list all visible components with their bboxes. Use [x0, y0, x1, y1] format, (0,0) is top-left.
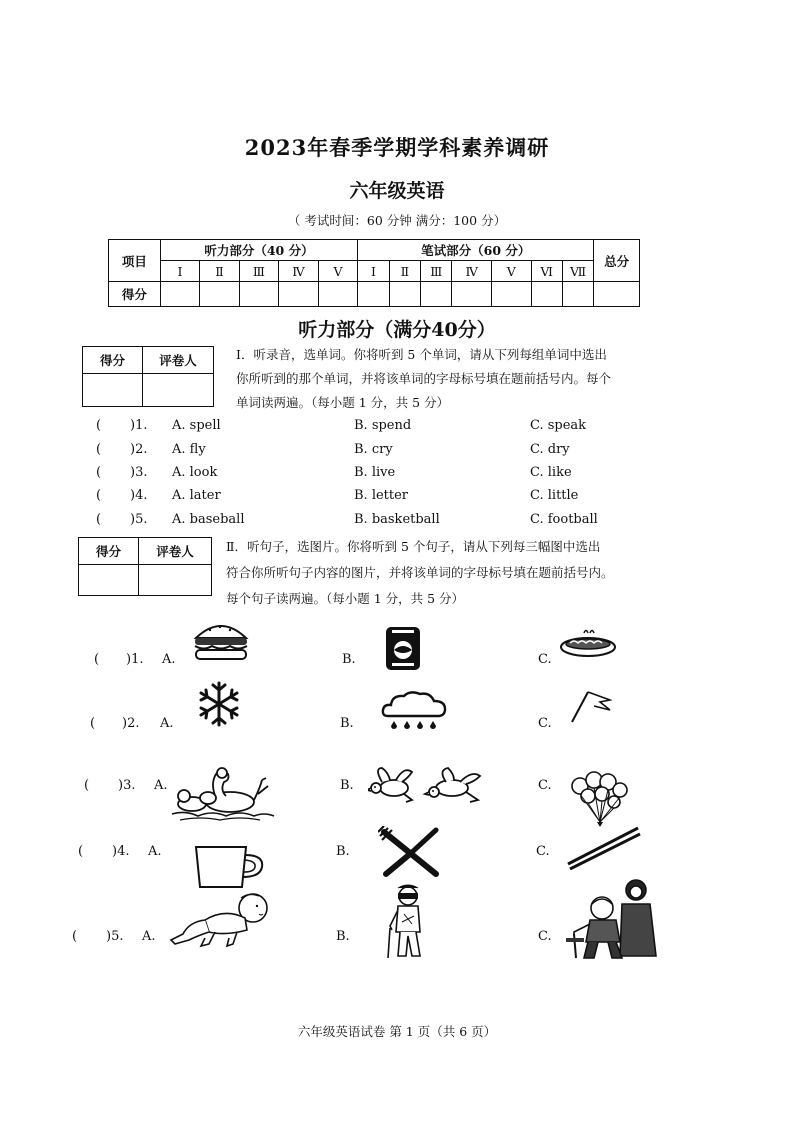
wind-flag-icon — [570, 688, 612, 724]
score-cell[interactable] — [562, 282, 593, 307]
question-number: )5. — [106, 929, 124, 944]
geese-swimming-icon — [170, 764, 276, 822]
option-b: B. — [340, 778, 354, 793]
score-cell[interactable] — [358, 282, 389, 307]
part2-line2: 符合你所听句子内容的图片，并将该单词的字母标号填在题前括号内。 — [226, 565, 614, 580]
option-b: B. spend — [354, 418, 412, 433]
part1-line2: 你所听到的那个单词，并将该单词的字母标号填在题前括号内。每个 — [236, 371, 612, 386]
question-number: )1. — [126, 652, 144, 667]
option-c: C. — [538, 652, 552, 667]
question-number: )2. — [130, 442, 148, 457]
answer-paren-left[interactable]: ( — [78, 844, 84, 859]
option-b: B. — [342, 652, 356, 667]
listening-col: Ⅰ — [160, 261, 200, 282]
answer-paren-left[interactable]: ( — [96, 418, 102, 433]
writing-header: 笔试部分（60 分） — [358, 240, 594, 261]
answer-paren-left[interactable]: ( — [96, 488, 102, 503]
question-number: )4. — [130, 488, 148, 503]
option-a: A. look — [172, 465, 218, 480]
option-c: C. — [538, 929, 552, 944]
part2-line3: 每个句子读两遍。（每小题 1 分，共 5 分） — [226, 591, 465, 606]
fork-and-knife-icon — [378, 826, 442, 878]
grader-reviewer-label: 评卷人 — [138, 538, 211, 565]
cup-icon — [192, 843, 266, 889]
grader-score-label: 得分 — [83, 347, 143, 374]
score-cell[interactable] — [531, 282, 562, 307]
writing-col: Ⅳ — [452, 261, 492, 282]
score-cell[interactable] — [594, 282, 640, 307]
answer-paren-left[interactable]: ( — [84, 778, 90, 793]
option-c: C. like — [530, 465, 572, 480]
option-a: A. fly — [172, 442, 206, 457]
answer-paren-left[interactable]: ( — [94, 652, 100, 667]
grader-box-1 — [82, 346, 214, 407]
exam-subtitle: 六年级英语 — [349, 180, 445, 202]
writing-col: Ⅶ — [562, 261, 593, 282]
crawling-baby-icon — [165, 890, 277, 948]
writing-col: Ⅱ — [389, 261, 420, 282]
option-a: A. spell — [172, 418, 221, 433]
writing-col: Ⅴ — [491, 261, 531, 282]
option-c: C. speak — [530, 418, 587, 433]
option-b: B. — [340, 716, 354, 731]
option-b: B. basketball — [354, 512, 440, 527]
part1-line3: 单词读两遍。（每小题 1 分，共 5 分） — [236, 395, 450, 410]
option-b: B. live — [354, 465, 396, 480]
option-a: A. — [154, 778, 168, 793]
answer-paren-left[interactable]: ( — [72, 929, 78, 944]
rain-cloud-icon — [380, 690, 450, 732]
answer-paren-left[interactable]: ( — [96, 465, 102, 480]
question-number: )3. — [118, 778, 136, 793]
grader-score-cell[interactable] — [83, 374, 143, 407]
score-row-label: 得分 — [109, 282, 161, 307]
score-cell[interactable] — [239, 282, 279, 307]
option-c: C. dry — [530, 442, 570, 457]
score-cell[interactable] — [318, 282, 358, 307]
option-a: A. baseball — [172, 512, 245, 527]
option-a: A. later — [172, 488, 221, 503]
blind-man-icon — [384, 884, 436, 960]
score-cell[interactable] — [200, 282, 240, 307]
option-c: C. — [538, 716, 552, 731]
option-b: B. — [336, 844, 350, 859]
writing-col: Ⅲ — [421, 261, 452, 282]
question-number: )1. — [130, 418, 148, 433]
score-cell[interactable] — [279, 282, 319, 307]
option-a: A. — [148, 844, 162, 859]
part1-line1: Ⅰ．听录音，选单词。你将听到 5 个单词，请从下列每组单词中选出 — [236, 347, 607, 362]
option-b: B. letter — [354, 488, 409, 503]
grader-reviewer-cell[interactable] — [142, 374, 213, 407]
exam-time-info: （ 考试时间：60 分钟 满分：100 分） — [287, 213, 507, 228]
writing-col: Ⅵ — [531, 261, 562, 282]
exam-title: 2023年春季学期学科素养调研 — [244, 135, 550, 160]
page-footer: 六年级英语试卷 第 1 页（共 6 页） — [297, 1024, 497, 1039]
option-a: A. — [160, 716, 174, 731]
chopsticks-icon — [566, 826, 642, 870]
writing-col: Ⅰ — [358, 261, 389, 282]
listening-col: Ⅳ — [279, 261, 319, 282]
score-cell[interactable] — [389, 282, 420, 307]
listening-col: Ⅴ — [318, 261, 358, 282]
option-a: A. — [162, 652, 176, 667]
option-b: B. — [336, 929, 350, 944]
question-number: )4. — [112, 844, 130, 859]
score-cell[interactable] — [421, 282, 452, 307]
question-number: )2. — [122, 716, 140, 731]
total-label: 总分 — [594, 240, 640, 282]
part2-line1: Ⅱ．听句子，选图片。你将听到 5 个句子，请从下列每三幅图中选出 — [226, 539, 601, 554]
answer-paren-left[interactable]: ( — [90, 716, 96, 731]
score-cell[interactable] — [452, 282, 492, 307]
score-cell[interactable] — [491, 282, 531, 307]
flying-birds-icon — [368, 764, 484, 808]
answer-paren-left[interactable]: ( — [96, 512, 102, 527]
listening-heading: 听力部分（满分40分） — [298, 319, 496, 341]
grader-score-label: 得分 — [79, 538, 139, 565]
score-cell[interactable] — [160, 282, 200, 307]
hotdog-icon — [558, 625, 618, 659]
grader-score-cell[interactable] — [79, 565, 139, 596]
grader-reviewer-cell[interactable] — [138, 565, 211, 596]
soda-can-icon — [384, 624, 422, 672]
score-table — [108, 239, 640, 307]
listening-col: Ⅲ — [239, 261, 279, 282]
hamburger-icon — [192, 618, 250, 664]
question-number: )3. — [130, 465, 148, 480]
option-c: C. — [536, 844, 550, 859]
question-number: )5. — [130, 512, 148, 527]
option-a: A. — [142, 929, 156, 944]
listening-header: 听力部分（40 分） — [160, 240, 358, 261]
answer-paren-left[interactable]: ( — [96, 442, 102, 457]
grandparents-icon — [566, 876, 662, 960]
listening-col: Ⅱ — [200, 261, 240, 282]
item-label: 项目 — [109, 240, 161, 282]
snowflake-icon — [195, 680, 243, 728]
grader-reviewer-label: 评卷人 — [142, 347, 213, 374]
balloons-icon — [570, 770, 630, 828]
option-b: B. cry — [354, 442, 393, 457]
option-c: C. little — [530, 488, 579, 503]
grader-box-2 — [78, 537, 212, 596]
option-c: C. — [538, 778, 552, 793]
option-c: C. football — [530, 512, 598, 527]
